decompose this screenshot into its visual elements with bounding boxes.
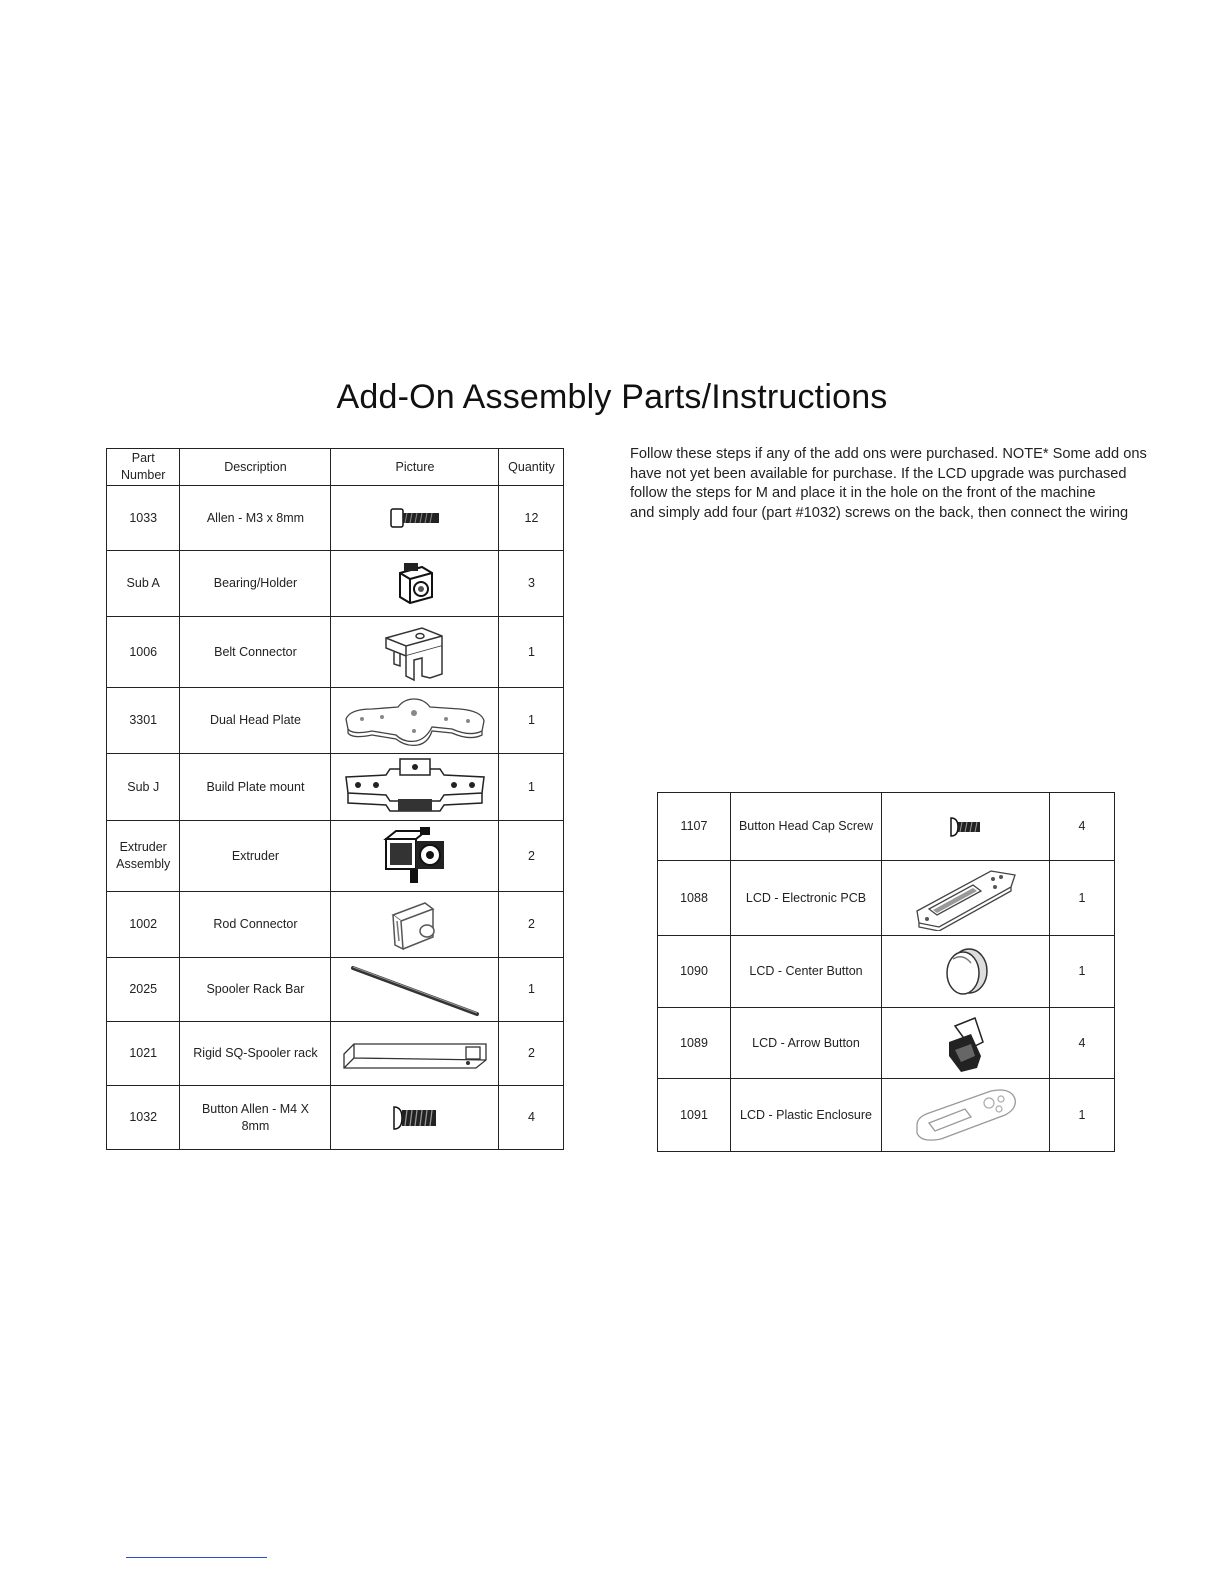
allen-screw-icon: [385, 506, 445, 530]
part-number: 1032: [107, 1086, 180, 1150]
part-description: Button Allen - M4 X 8mm: [180, 1086, 331, 1150]
square-tube-icon: [340, 1036, 490, 1072]
table-row: [658, 936, 1115, 1008]
part-quantity: 2: [499, 892, 564, 958]
table-row: [658, 861, 1115, 936]
belt-connector-icon: [382, 622, 448, 682]
rod-connector-icon: [387, 897, 443, 953]
center-button-icon: [941, 945, 991, 999]
part-description: LCD - Center Button: [731, 936, 882, 1008]
part-number: 1090: [658, 936, 731, 1008]
table-row: [107, 617, 564, 688]
header-row: [107, 449, 564, 486]
part-picture: [882, 1008, 1050, 1079]
part-number: 1002: [107, 892, 180, 958]
part-number: 1089: [658, 1008, 731, 1079]
part-description: Button Head Cap Screw: [731, 793, 882, 861]
table-row: [107, 958, 564, 1022]
part-picture: [882, 1079, 1050, 1152]
part-quantity: 2: [499, 821, 564, 892]
intro-line: and simply add four (part #1032) screws on the back, then connect the wiring: [630, 504, 1129, 521]
lcd-pcb-icon: [911, 865, 1021, 931]
table-row: [107, 1086, 564, 1150]
plastic-enclosure-icon: [913, 1085, 1019, 1145]
table-row: [658, 1079, 1115, 1152]
arrow-button-icon: [941, 1012, 991, 1074]
part-quantity: 2: [499, 1022, 564, 1086]
part-picture: [331, 688, 499, 754]
part-quantity: 1: [1050, 1079, 1115, 1152]
part-quantity: 1: [1050, 861, 1115, 936]
part-number: 3301: [107, 688, 180, 754]
intro-paragraph: [630, 445, 1160, 527]
part-description: Dual Head Plate: [180, 688, 331, 754]
part-picture: [331, 1086, 499, 1150]
part-description: LCD - Electronic PCB: [731, 861, 882, 936]
extruder-icon: [380, 825, 450, 887]
table-row: [107, 1022, 564, 1086]
right-parts-table: [657, 792, 1115, 1152]
part-picture: [331, 892, 499, 958]
part-picture: [882, 861, 1050, 936]
intro-line: Follow these steps if any of the add ons were purchased. NOTE* Some add ons: [630, 446, 1147, 462]
button-allen-icon: [390, 1103, 440, 1133]
dual-head-plate-icon: [342, 695, 488, 747]
part-picture: [331, 486, 499, 551]
part-number: 1006: [107, 617, 180, 688]
part-quantity: 1: [499, 688, 564, 754]
part-picture: [882, 936, 1050, 1008]
page-title: Add-On Assembly Parts/Instructions: [336, 378, 888, 416]
table-row: [107, 821, 564, 892]
part-quantity: 1: [499, 617, 564, 688]
part-quantity: 1: [499, 958, 564, 1022]
part-description: Spooler Rack Bar: [180, 958, 331, 1022]
table-row: [107, 754, 564, 821]
part-picture: [331, 617, 499, 688]
rack-bar-icon: [345, 962, 485, 1018]
part-description: Belt Connector: [180, 617, 331, 688]
header-part-number: Part Number: [107, 449, 180, 486]
table-row: [658, 1008, 1115, 1079]
part-quantity: 1: [1050, 936, 1115, 1008]
part-quantity: 12: [499, 486, 564, 551]
part-number: Extruder Assembly: [107, 821, 180, 892]
part-description: Allen - M3 x 8mm: [180, 486, 331, 551]
part-picture: [331, 958, 499, 1022]
part-picture: [882, 793, 1050, 861]
table-row: [107, 892, 564, 958]
part-number: 1107: [658, 793, 731, 861]
table-row: [658, 793, 1115, 861]
left-parts-table: [106, 448, 564, 1150]
header-picture: Picture: [331, 449, 499, 486]
part-description: Extruder: [180, 821, 331, 892]
header-description: Description: [180, 449, 331, 486]
intro-line: follow the steps for M and place it in the hole on the front of the machine: [630, 485, 1096, 501]
part-description: Bearing/Holder: [180, 551, 331, 617]
part-quantity: 3: [499, 551, 564, 617]
part-number: Sub A: [107, 551, 180, 617]
build-plate-mount-icon: [342, 757, 488, 817]
footnote-separator: [126, 1557, 267, 1558]
part-number: 1091: [658, 1079, 731, 1152]
part-number: 1033: [107, 486, 180, 551]
part-quantity: 4: [1050, 1008, 1115, 1079]
table-row: [107, 486, 564, 551]
part-description: Build Plate mount: [180, 754, 331, 821]
header-quantity: Quantity: [499, 449, 564, 486]
part-quantity: 4: [499, 1086, 564, 1150]
part-number: 1021: [107, 1022, 180, 1086]
table-row: [107, 688, 564, 754]
part-quantity: 4: [1050, 793, 1115, 861]
bearing-holder-icon: [390, 559, 440, 609]
part-picture: [331, 754, 499, 821]
part-description: LCD - Arrow Button: [731, 1008, 882, 1079]
part-picture: [331, 551, 499, 617]
part-description: Rod Connector: [180, 892, 331, 958]
cap-screw-icon: [948, 815, 984, 839]
part-quantity: 1: [499, 754, 564, 821]
part-description: LCD - Plastic Enclosure: [731, 1079, 882, 1152]
intro-line: have not yet been available for purchase. If the LCD upgrade was purchased: [630, 465, 1127, 482]
part-description: Rigid SQ-Spooler rack: [180, 1022, 331, 1086]
table-row: [107, 551, 564, 617]
part-number: 1088: [658, 861, 731, 936]
part-number: Sub J: [107, 754, 180, 821]
part-number: 2025: [107, 958, 180, 1022]
part-picture: [331, 1022, 499, 1086]
part-picture: [331, 821, 499, 892]
